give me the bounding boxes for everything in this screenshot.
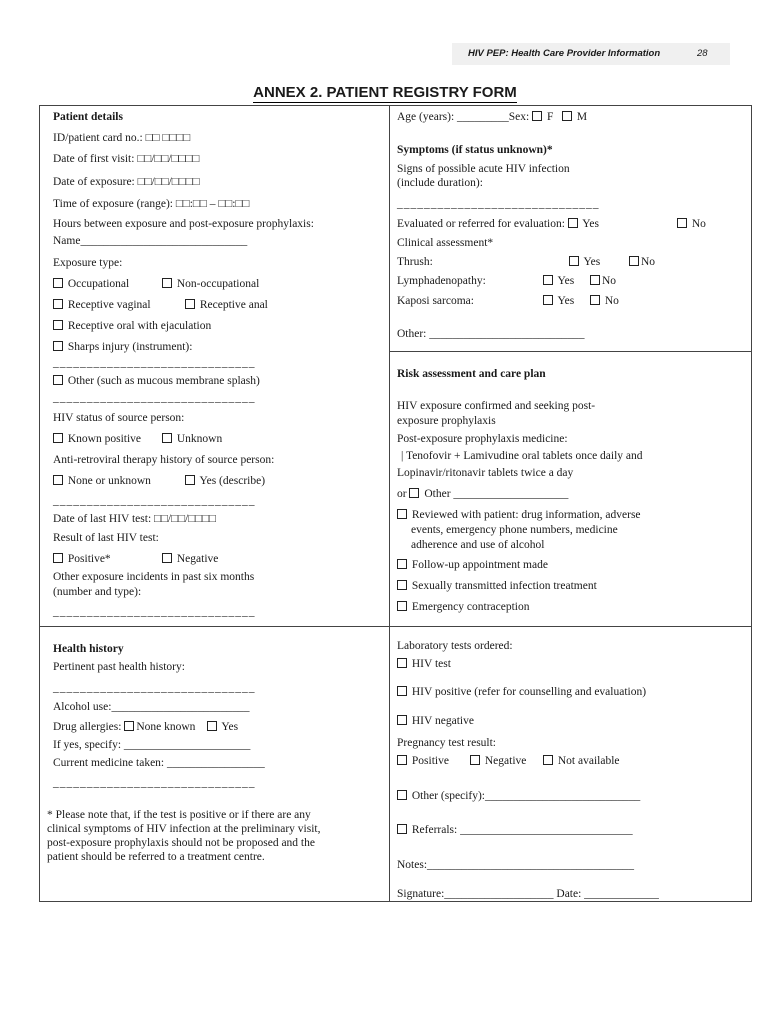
pertinent-label: Pertinent past health history: <box>53 661 185 673</box>
reviewed-line-2: events, emergency phone numbers, medicine <box>411 524 618 536</box>
reviewed-line-3: adherence and use of alcohol <box>411 539 545 551</box>
hiv-status-label: HIV status of source person: <box>53 412 185 424</box>
checkbox-icon <box>162 553 172 563</box>
note-line-3: post-exposure prophylaxis should not be proposed and the <box>47 837 315 849</box>
art-history-label: Anti-retroviral therapy history of source person: <box>53 454 275 466</box>
checkbox-icon <box>590 295 600 305</box>
non-occupational-checkbox[interactable]: Non-occupational <box>162 277 259 291</box>
symptoms-heading: Symptoms (if status unknown)* <box>397 144 553 156</box>
none-unknown-checkbox[interactable]: None or unknown <box>53 474 151 488</box>
drug-allergies-row: Drug allergies: None known Yes <box>53 721 239 733</box>
first-visit-field[interactable]: Date of first visit: □□/□□/□□□□ <box>53 153 200 165</box>
pep-medicine-label: Post-exposure prophylaxis medicine: <box>397 433 568 445</box>
followup-checkbox[interactable]: Follow-up appointment made <box>397 558 548 572</box>
other-exposure-blank[interactable]: ______________________________ <box>53 392 256 404</box>
checkbox-icon <box>53 375 63 385</box>
checkbox-icon <box>53 278 63 288</box>
checkbox-icon <box>185 299 195 309</box>
lab-tests-label: Laboratory tests ordered: <box>397 640 513 652</box>
receptive-vaginal-checkbox[interactable]: Receptive vaginal <box>53 298 151 312</box>
note-line-4: patient should be referred to a treatment centre. <box>47 851 265 863</box>
note-line-1: * Please note that, if the test is positive or if there are any <box>47 809 311 821</box>
checkbox-icon <box>409 488 419 498</box>
checkbox-icon <box>543 755 553 765</box>
thrush-label: Thrush: <box>397 256 433 268</box>
checkbox-icon <box>397 686 407 696</box>
signs-line-2: (include duration): <box>397 177 483 189</box>
kaposi-label: Kaposi sarcoma: <box>397 295 474 307</box>
current-med-blank[interactable]: ______________________________ <box>53 777 256 789</box>
checkbox-icon <box>53 433 63 443</box>
checkbox-icon <box>397 509 407 519</box>
checkbox-icon[interactable] <box>568 218 578 228</box>
lymph-no-checkbox[interactable]: No <box>590 274 616 288</box>
age-sex-row[interactable]: Age (years): _________Sex: F M <box>397 111 588 123</box>
page-header <box>452 43 730 65</box>
evaluated-no-checkbox[interactable]: No <box>677 217 706 231</box>
known-positive-checkbox[interactable]: Known positive <box>53 432 141 446</box>
lymph-yes-checkbox[interactable]: Yes <box>543 274 574 288</box>
confirmed-line-2: exposure prophylaxis <box>397 415 496 427</box>
exposure-type-label: Exposure type: <box>53 257 123 269</box>
signs-blank[interactable]: ______________________________ <box>397 198 600 210</box>
checkbox-icon <box>470 755 480 765</box>
kaposi-yes-checkbox[interactable]: Yes <box>543 294 574 308</box>
lopinavir-line: Lopinavir/ritonavir tablets twice a day <box>397 467 574 479</box>
id-card-field[interactable]: ID/patient card no.: □□ □□□□ <box>53 132 191 144</box>
checkbox-icon[interactable] <box>562 111 572 121</box>
other-field[interactable]: Other: ___________________________ <box>397 328 585 340</box>
pregnancy-positive-checkbox[interactable]: Positive <box>397 754 449 768</box>
art-describe-blank[interactable]: ______________________________ <box>53 495 256 507</box>
other-med-row[interactable]: or Other ____________________ <box>397 488 569 500</box>
patient-details-heading: Patient details <box>53 111 123 123</box>
name-field[interactable]: Name_____________________________ <box>53 235 248 247</box>
checkbox-icon[interactable] <box>207 721 217 731</box>
reviewed-checkbox[interactable]: Reviewed with patient: drug information, adverse <box>397 508 641 522</box>
checkbox-icon <box>162 278 172 288</box>
checkbox-icon <box>53 320 63 330</box>
checkbox-icon <box>397 559 407 569</box>
tenofovir-option[interactable]: | Tenofovir + Lamivudine oral tablets once daily and <box>401 450 643 462</box>
exposure-time-field[interactable]: Time of exposure (range): □□:□□ – □□:□□ <box>53 198 250 210</box>
sharps-blank[interactable]: ______________________________ <box>53 357 256 369</box>
lymph-label: Lymphadenopathy: <box>397 275 486 287</box>
checkbox-icon <box>185 475 195 485</box>
number-type-label: (number and type): <box>53 586 142 598</box>
receptive-anal-checkbox[interactable]: Receptive anal <box>185 298 268 312</box>
yes-describe-checkbox[interactable]: Yes (describe) <box>185 474 265 488</box>
checkbox-icon <box>543 275 553 285</box>
column-divider <box>389 105 390 902</box>
last-hiv-test-field[interactable]: Date of last HIV test: □□/□□/□□□□ <box>53 513 216 525</box>
signs-line-1: Signs of possible acute HIV infection <box>397 163 570 175</box>
signature-field[interactable]: Signature:___________________ Date: _____________ <box>397 888 659 900</box>
risk-heading: Risk assessment and care plan <box>397 368 546 380</box>
checkbox-icon <box>53 475 63 485</box>
checkbox-icon <box>397 658 407 668</box>
row-divider <box>39 626 752 627</box>
confirmed-line-1: HIV exposure confirmed and seeking post- <box>397 400 596 412</box>
checkbox-icon <box>162 433 172 443</box>
positive-checkbox[interactable]: Positive* <box>53 552 111 566</box>
current-med-field[interactable]: Current medicine taken: _________________ <box>53 757 265 769</box>
checkbox-icon <box>543 295 553 305</box>
hours-between-label: Hours between exposure and post-exposure prophylaxis: <box>53 218 314 230</box>
incidents-blank[interactable]: ______________________________ <box>53 606 256 618</box>
receptive-oral-checkbox[interactable]: Receptive oral with ejaculation <box>53 319 211 333</box>
form-title: ANNEX 2. PATIENT REGISTRY FORM <box>253 84 517 101</box>
checkbox-icon <box>677 218 687 228</box>
hiv-positive-checkbox[interactable]: HIV positive (refer for counselling and evaluation) <box>397 685 646 699</box>
other-exposure-checkbox[interactable]: Other (such as mucous membrane splash) <box>53 374 260 388</box>
sti-checkbox[interactable]: Sexually transmitted infection treatment <box>397 579 597 593</box>
other-specify-field[interactable]: Other (specify):___________________________ <box>397 789 640 803</box>
pregnancy-negative-checkbox[interactable]: Negative <box>470 754 526 768</box>
hiv-test-checkbox[interactable]: HIV test <box>397 657 451 671</box>
clinical-label: Clinical assessment* <box>397 237 494 249</box>
checkbox-icon <box>569 256 579 266</box>
pregnancy-na-checkbox[interactable]: Not available <box>543 754 620 768</box>
note-line-2: clinical symptoms of HIV infection at the preliminary visit, <box>47 823 321 835</box>
header-title: HIV PEP: Health Care Provider Information <box>468 48 661 59</box>
hiv-negative-checkbox[interactable]: HIV negative <box>397 714 474 728</box>
occupational-checkbox[interactable]: Occupational <box>53 277 129 291</box>
checkbox-icon <box>53 341 63 351</box>
checkbox-icon <box>397 755 407 765</box>
unknown-checkbox[interactable]: Unknown <box>162 432 222 446</box>
alcohol-field[interactable]: Alcohol use:________________________ <box>53 701 250 713</box>
thrush-yes-checkbox[interactable]: Yes <box>569 255 600 269</box>
checkbox-icon[interactable] <box>532 111 542 121</box>
sharps-checkbox[interactable]: Sharps injury (instrument): <box>53 340 192 354</box>
kaposi-no-checkbox[interactable]: No <box>590 294 619 308</box>
row-divider-right <box>389 351 752 352</box>
emergency-checkbox[interactable]: Emergency contraception <box>397 600 530 614</box>
checkbox-icon <box>397 580 407 590</box>
checkbox-icon <box>590 275 600 285</box>
checkbox-icon <box>397 824 407 834</box>
checkbox-icon <box>397 715 407 725</box>
page-number: 28 <box>697 48 708 59</box>
health-history-heading: Health history <box>53 643 124 655</box>
negative-checkbox[interactable]: Negative <box>162 552 218 566</box>
if-yes-field[interactable]: If yes, specify: ______________________ <box>53 739 251 751</box>
notes-field[interactable]: Notes:____________________________________ <box>397 859 635 871</box>
checkbox-icon <box>53 299 63 309</box>
other-incidents-label: Other exposure incidents in past six months <box>53 571 255 583</box>
checkbox-icon <box>397 601 407 611</box>
pregnancy-label: Pregnancy test result: <box>397 737 497 749</box>
pertinent-blank[interactable]: ______________________________ <box>53 682 256 694</box>
checkbox-icon <box>53 553 63 563</box>
checkbox-icon[interactable] <box>124 721 134 731</box>
thrush-no-checkbox[interactable]: No <box>629 255 655 269</box>
checkbox-icon <box>629 256 639 266</box>
referrals-field[interactable]: Referrals: ______________________________ <box>397 823 633 837</box>
evaluated-row: Evaluated or referred for evaluation: Yes <box>397 218 600 230</box>
result-last-label: Result of last HIV test: <box>53 532 159 544</box>
checkbox-icon <box>397 790 407 800</box>
exposure-date-field[interactable]: Date of exposure: □□/□□/□□□□ <box>53 176 200 188</box>
